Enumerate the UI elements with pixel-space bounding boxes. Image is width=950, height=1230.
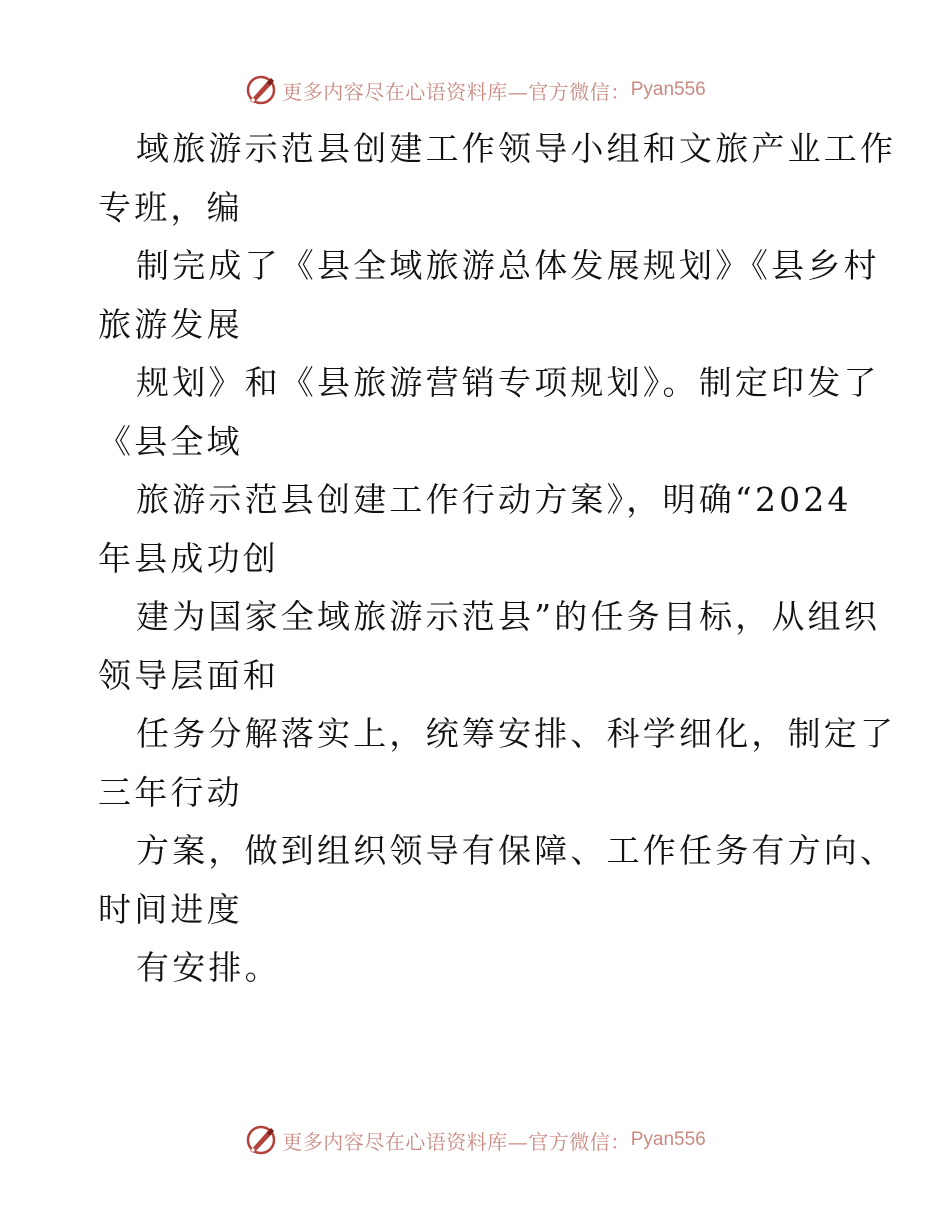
text-line: 规划》和《县旅游营销专项规划》。制定印发了 — [136, 363, 880, 402]
text-line: 专班，编 — [98, 187, 243, 227]
pen-logo-icon — [244, 1123, 278, 1157]
footer-watermark — [0, 1120, 950, 1160]
text-line: 有安排。 — [136, 948, 281, 987]
document-body — [98, 120, 897, 998]
text-line: 旅游示范县创建工作行动方案》，明确“2024 — [136, 480, 852, 519]
text-line: 年县成功创 — [98, 538, 279, 578]
text-line: 制完成了《县全域旅游总体发展规划》《县乡村 — [136, 246, 880, 285]
text-line: 《县全域 — [98, 421, 243, 461]
pen-logo-icon — [244, 73, 278, 107]
text-line: 时间进度 — [98, 889, 243, 929]
text-line: 领导层面和 — [98, 655, 279, 695]
watermark-handle: Pyan556 — [630, 79, 706, 100]
text-line: 旅游发展 — [98, 304, 243, 344]
text-line: 域旅游示范县创建工作领导小组和文旅产业工作 — [136, 129, 897, 168]
text-line: 三年行动 — [98, 772, 243, 812]
header-watermark — [0, 70, 950, 110]
watermark-text: 更多内容尽在心语资料库—官方微信： — [282, 1129, 631, 1154]
watermark-text: 更多内容尽在心语资料库—官方微信： — [282, 79, 631, 104]
text-line: 建为国家全域旅游示范县”的任务目标，从组织 — [136, 597, 881, 636]
watermark-handle: Pyan556 — [630, 1129, 706, 1150]
text-line: 方案，做到组织领导有保障、工作任务有方向、 — [136, 831, 897, 870]
text-line: 任务分解落实上，统筹安排、科学细化，制定了 — [136, 714, 897, 753]
